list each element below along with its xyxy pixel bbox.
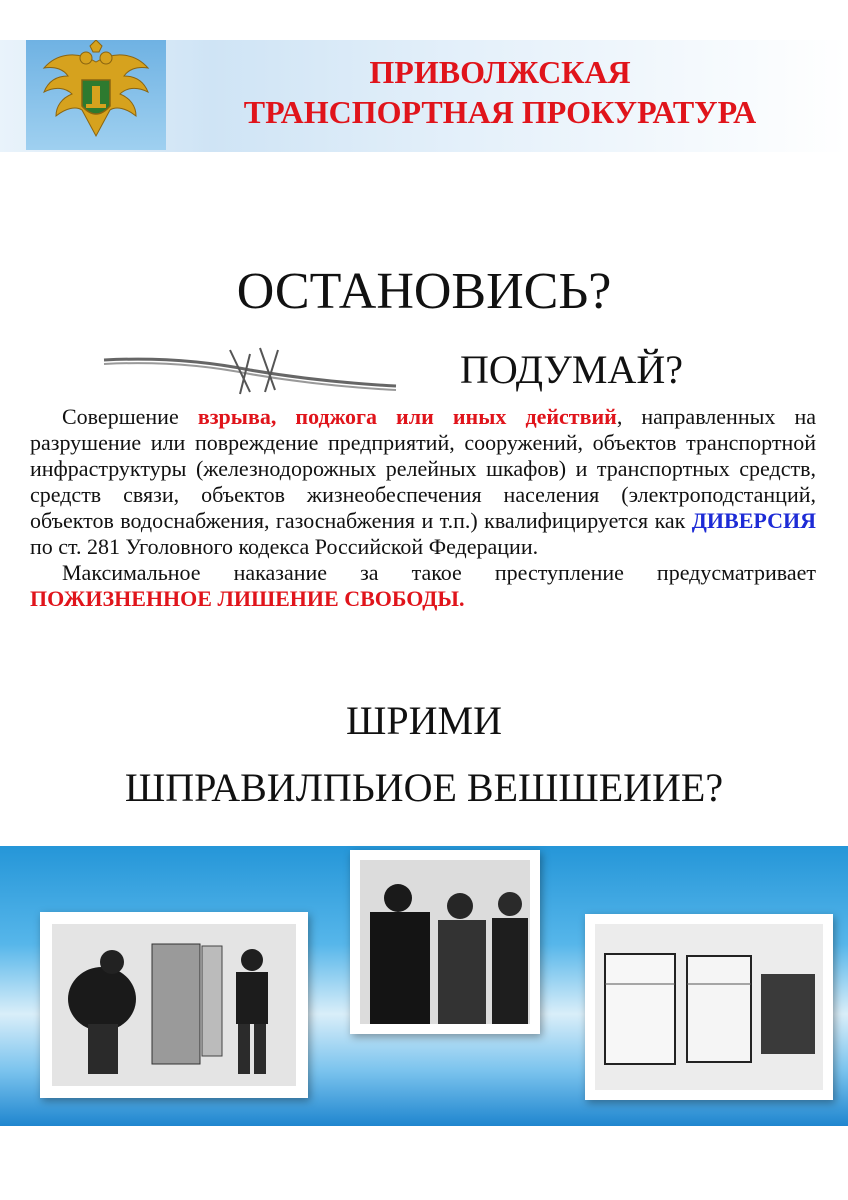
headline-think: ПОДУМАЙ? [460,347,683,392]
barbed-wire-image [100,330,400,400]
org-title [170,52,830,132]
paragraph-text: , направленных на разрушение или повреждение предприятий, сооружений, объектов транспортной инфраструктуры (железнодорожных релейных шкафов) и транспортных средств, средств связи, объектов жизнеобеспечения населения (электроподстанций, объектов водоснабжения, газоснабжения и т.п.) квалифицируется как [30,404,816,533]
prosecutor-emblem-icon [26,40,166,150]
relay-cabinets-photo [585,914,833,1100]
paragraph-punishment [30,560,816,612]
headline-decision: ШПРАВИЛПЬИОЕ ВЕШШЕИИЕ? [124,765,724,810]
headline-accept: ШРИМИ [346,698,502,743]
org-title-line1: ПРИВОЛЖСКАЯ [369,54,631,90]
paragraph-diversion [30,404,816,560]
police-detention-photo [350,850,540,1034]
paragraph-text: Максимальное наказание за такое преступление предусматривает [62,560,816,585]
highlight-actions: взрыва, поджога или иных действий [197,404,617,429]
body-text [30,404,816,612]
headline-stop: ОСТАНОВИСЬ? [236,263,612,320]
org-title-line2: ТРАНСПОРТНАЯ ПРОКУРАТУРА [243,94,757,130]
vandal-relay-cabinet-photo [40,912,308,1098]
paragraph-text: Совершение [62,404,198,429]
highlight-diversion: ДИВЕРСИЯ [691,508,816,533]
highlight-punishment: ПОЖИЗНЕННОЕ ЛИШЕНИЕ СВОБОДЫ. [30,586,465,611]
paragraph-text: по ст. 281 Уголовного кодекса Российской Федерации. [30,534,539,559]
